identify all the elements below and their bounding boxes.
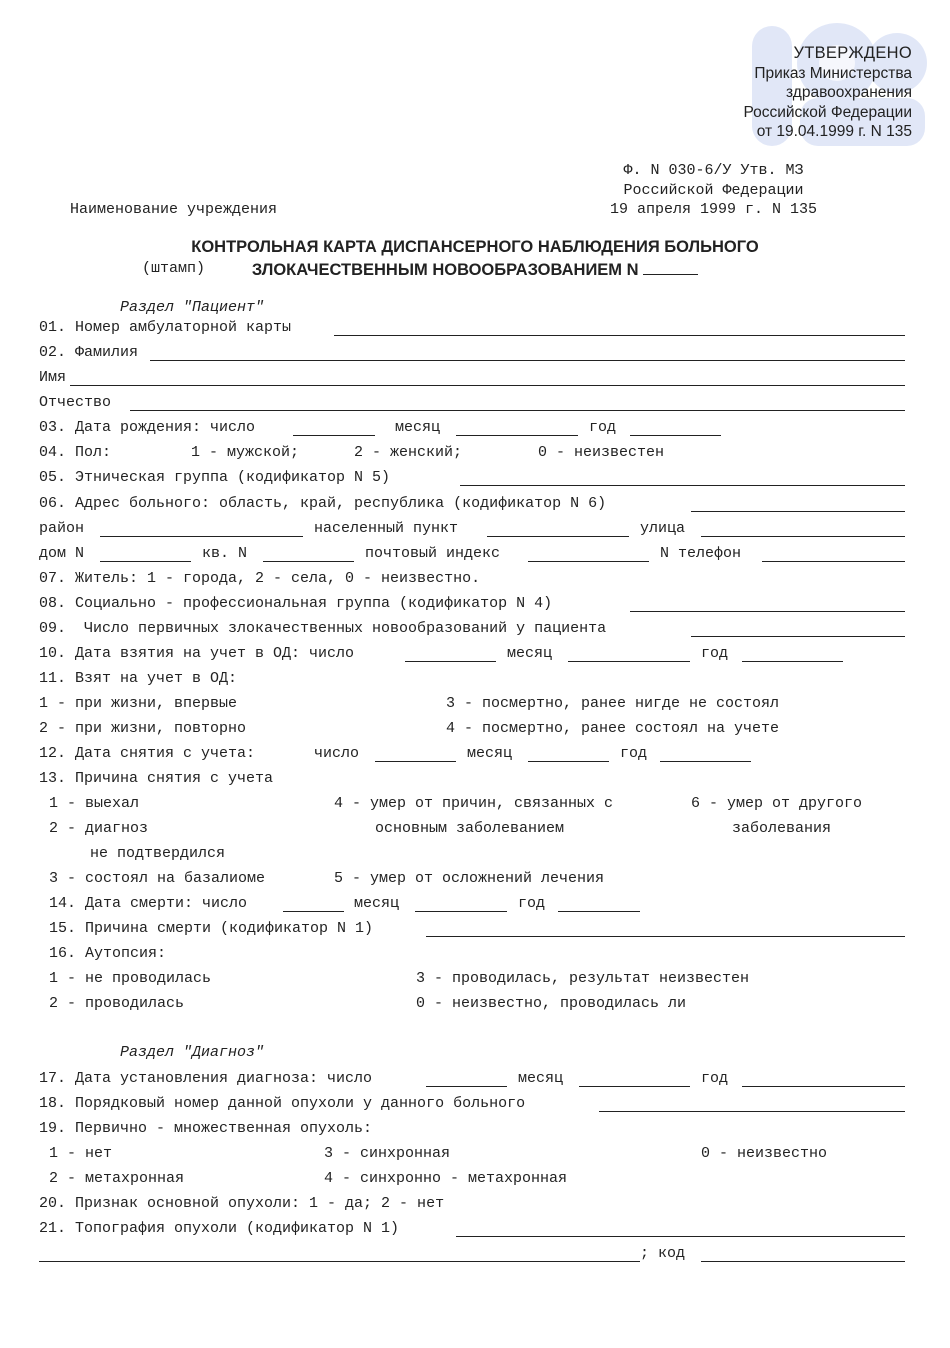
option-registered-1[interactable]: 1 - при жизни, впервые bbox=[39, 695, 238, 712]
field-topography-cont[interactable] bbox=[39, 1261, 640, 1262]
option-reason-2-cont: не подтвердился bbox=[90, 845, 226, 862]
approval-date: от 19.04.1999 г. N 135 bbox=[756, 123, 912, 140]
field-birth-month[interactable] bbox=[456, 435, 578, 436]
label-topography: 21. Топография опухоли (кодификатор N 1) bbox=[39, 1220, 400, 1237]
label-diagnosis-year: год bbox=[701, 1070, 729, 1087]
field-social-group[interactable] bbox=[630, 611, 905, 612]
option-reason-1[interactable]: 1 - выехал bbox=[49, 795, 140, 812]
approval-ministry: здравоохранения bbox=[786, 84, 912, 101]
option-multiple-4[interactable]: 4 - синхронно - метахронная bbox=[324, 1170, 568, 1187]
label-resident: 07. Житель: 1 - города, 2 - села, 0 - неизвестно. bbox=[39, 570, 481, 587]
label-phone: N телефон bbox=[660, 545, 742, 562]
label-address-region: 06. Адрес больного: область, край, республика (кодификатор N 6) bbox=[39, 495, 607, 512]
field-deregistration-day[interactable] bbox=[375, 761, 456, 762]
label-registration-month: месяц bbox=[507, 645, 553, 662]
option-multiple-3[interactable]: 3 - синхронная bbox=[324, 1145, 451, 1162]
label-registration-day: 10. Дата взятия на учет в ОД: число bbox=[39, 645, 355, 662]
field-tumor-order[interactable] bbox=[599, 1111, 905, 1112]
field-death-day[interactable] bbox=[283, 911, 344, 912]
field-apartment[interactable] bbox=[263, 561, 354, 562]
option-reason-6-cont: заболевания bbox=[732, 820, 832, 837]
approval-title: УТВЕРЖДЕНО bbox=[793, 44, 912, 62]
field-code[interactable] bbox=[701, 1261, 905, 1262]
field-deregistration-month[interactable] bbox=[528, 761, 609, 762]
option-multiple-2[interactable]: 2 - метахронная bbox=[49, 1170, 185, 1187]
field-topography[interactable] bbox=[456, 1236, 905, 1237]
label-birth-year: год bbox=[589, 419, 617, 436]
label-sex: 04. Пол: bbox=[39, 444, 112, 461]
label-autopsy: 16. Аутопсия: bbox=[49, 945, 167, 962]
section-patient: Раздел "Пациент" bbox=[120, 299, 265, 316]
field-patronymic[interactable] bbox=[130, 410, 905, 411]
label-postcode: почтовый индекс bbox=[365, 545, 501, 562]
label-deregistration-month: месяц bbox=[467, 745, 513, 762]
label-deregistration: 12. Дата снятия с учета: bbox=[39, 745, 256, 762]
option-multiple-0[interactable]: 0 - неизвестно bbox=[701, 1145, 828, 1162]
form-date: 19 апреля 1999 г. N 135 bbox=[610, 201, 818, 218]
option-autopsy-1[interactable]: 1 - не проводилась bbox=[49, 970, 212, 987]
option-reason-5[interactable]: 5 - умер от осложнений лечения bbox=[334, 870, 605, 887]
field-death-cause[interactable] bbox=[426, 936, 905, 937]
label-deregistration-day: число bbox=[314, 745, 360, 762]
field-street[interactable] bbox=[701, 536, 905, 537]
field-registration-year[interactable] bbox=[742, 661, 843, 662]
option-sex-male[interactable]: 1 - мужской; bbox=[191, 444, 300, 461]
option-sex-unknown[interactable]: 0 - неизвестен bbox=[538, 444, 665, 461]
option-registered-4[interactable]: 4 - посмертно, ранее состоял на учете bbox=[446, 720, 780, 737]
option-registered-2[interactable]: 2 - при жизни, повторно bbox=[39, 720, 247, 737]
option-multiple-1[interactable]: 1 - нет bbox=[49, 1145, 113, 1162]
field-address-region[interactable] bbox=[691, 511, 905, 512]
option-reason-3[interactable]: 3 - состоял на базалиоме bbox=[49, 870, 266, 887]
field-registration-month[interactable] bbox=[568, 661, 690, 662]
field-outpatient-card[interactable] bbox=[334, 335, 905, 336]
section-diagnosis: Раздел "Диагноз" bbox=[120, 1044, 265, 1061]
document-title bbox=[0, 237, 950, 281]
field-death-month[interactable] bbox=[415, 911, 507, 912]
label-death-month: месяц bbox=[354, 895, 400, 912]
form-number: Ф. N 030-6/У Утв. МЗ bbox=[623, 162, 804, 179]
label-surname: 02. Фамилия bbox=[39, 344, 139, 361]
label-birth-month: месяц bbox=[395, 419, 441, 436]
option-reason-4[interactable]: 4 - умер от причин, связанных с bbox=[334, 795, 614, 812]
label-death-cause: 15. Причина смерти (кодификатор N 1) bbox=[49, 920, 374, 937]
label-registered: 11. Взят на учет в ОД: bbox=[39, 670, 238, 687]
label-name: Имя bbox=[39, 369, 67, 386]
label-death-year: год bbox=[518, 895, 546, 912]
option-reason-4-cont: основным заболеванием bbox=[375, 820, 565, 837]
label-street: улица bbox=[640, 520, 686, 537]
label-district: район bbox=[39, 520, 85, 537]
field-phone[interactable] bbox=[762, 561, 905, 562]
option-reason-6[interactable]: 6 - умер от другого bbox=[691, 795, 863, 812]
label-deregistration-year: год bbox=[620, 745, 648, 762]
title-line-2: ЗЛОКАЧЕСТВЕННЫМ НОВООБРАЗОВАНИЕМ N bbox=[251, 261, 639, 279]
label-death-day: 14. Дата смерти: число bbox=[49, 895, 248, 912]
stamp-label: (штамп) bbox=[142, 259, 206, 277]
label-ethnic-group: 05. Этническая группа (кодификатор N 5) bbox=[39, 469, 391, 486]
field-death-year[interactable] bbox=[558, 911, 640, 912]
label-diagnosis-month: месяц bbox=[518, 1070, 564, 1087]
label-code: ; код bbox=[640, 1245, 686, 1262]
option-reason-2[interactable]: 2 - диагноз bbox=[49, 820, 149, 837]
option-autopsy-0[interactable]: 0 - неизвестно, проводилась ли bbox=[416, 995, 687, 1012]
field-ethnic-group[interactable] bbox=[460, 485, 905, 486]
label-registration-year: год bbox=[701, 645, 729, 662]
field-birth-year[interactable] bbox=[630, 435, 721, 436]
form-country: Российской Федерации bbox=[623, 181, 804, 199]
form-number-block bbox=[610, 161, 817, 220]
field-registration-day[interactable] bbox=[405, 661, 496, 662]
field-primary-tumors[interactable] bbox=[691, 636, 905, 637]
label-main-tumor: 20. Признак основной опухоли: 1 - да; 2 - нет bbox=[39, 1195, 445, 1212]
approval-block bbox=[743, 44, 912, 142]
field-postcode[interactable] bbox=[528, 561, 649, 562]
label-outpatient-card: 01. Номер амбулаторной карты bbox=[39, 319, 292, 336]
field-birth-day[interactable] bbox=[293, 435, 375, 436]
field-settlement[interactable] bbox=[487, 536, 629, 537]
approval-order: Приказ Министерства bbox=[754, 64, 912, 82]
label-settlement: населенный пункт bbox=[314, 520, 459, 537]
label-social-group: 08. Социально - профессиональная группа (кодификатор N 4) bbox=[39, 595, 553, 612]
label-house: дом N bbox=[39, 545, 85, 562]
option-registered-3[interactable]: 3 - посмертно, ранее нигде не состоял bbox=[446, 695, 780, 712]
institution-name-label: Наименование учреждения bbox=[70, 201, 278, 218]
title-number-blank[interactable] bbox=[643, 258, 698, 275]
label-tumor-order: 18. Порядковый номер данной опухоли у данного больного bbox=[39, 1095, 526, 1112]
label-birth-day: 03. Дата рождения: число bbox=[39, 419, 256, 436]
label-deregistration-reason: 13. Причина снятия с учета bbox=[39, 770, 274, 787]
approval-country: Российской Федерации bbox=[743, 103, 912, 121]
field-name[interactable] bbox=[70, 385, 905, 386]
label-multiple-tumor: 19. Первично - множественная опухоль: bbox=[39, 1120, 373, 1137]
label-primary-tumors: 09. Число первичных злокачественных новообразований у пациента bbox=[39, 620, 607, 637]
field-surname[interactable] bbox=[150, 360, 905, 361]
label-apartment: кв. N bbox=[202, 545, 248, 562]
option-sex-female[interactable]: 2 - женский; bbox=[354, 444, 463, 461]
field-diagnosis-day[interactable] bbox=[426, 1086, 507, 1087]
field-district[interactable] bbox=[100, 536, 303, 537]
option-autopsy-2[interactable]: 2 - проводилась bbox=[49, 995, 185, 1012]
label-patronymic: Отчество bbox=[39, 394, 112, 411]
field-diagnosis-year[interactable] bbox=[742, 1086, 905, 1087]
field-house[interactable] bbox=[100, 561, 191, 562]
label-diagnosis-day: 17. Дата установления диагноза: число bbox=[39, 1070, 373, 1087]
option-autopsy-3[interactable]: 3 - проводилась, результат неизвестен bbox=[416, 970, 750, 987]
title-line-1: КОНТРОЛЬНАЯ КАРТА ДИСПАНСЕРНОГО НАБЛЮДЕНИЯ БОЛЬНОГО bbox=[191, 238, 759, 256]
field-deregistration-year[interactable] bbox=[660, 761, 751, 762]
field-diagnosis-month[interactable] bbox=[579, 1086, 690, 1087]
